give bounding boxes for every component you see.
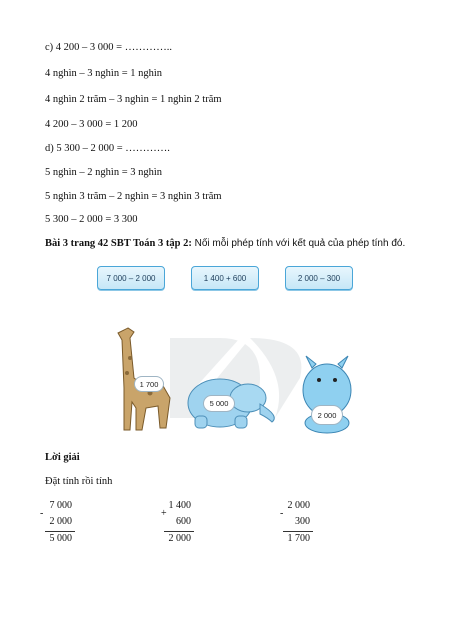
expression-card-2[interactable]: 1 400 + 600 — [191, 266, 259, 290]
calc-1-bottom: 2 000 — [49, 516, 72, 527]
part-c-step2: 4 nghìn 2 trăm – 3 nghìn = 1 nghìn 2 trăm — [45, 94, 222, 105]
part-c-result: 4 200 – 3 000 = 1 200 — [45, 119, 138, 130]
calc-1-operator: - — [40, 508, 44, 519]
calc-3-rule — [283, 531, 313, 532]
expression-card-1[interactable]: 7 000 – 2 000 — [97, 266, 165, 290]
part-d-step2: 5 nghìn 3 trăm – 2 nghìn = 3 nghìn 3 trăm — [45, 191, 222, 202]
calc-1-rule — [45, 531, 75, 532]
part-d-heading: d) 5 300 – 2 000 = …………. — [45, 143, 170, 154]
solution-subtitle: Đặt tính rồi tính — [45, 476, 113, 487]
part-c-step1: 4 nghìn – 3 nghìn = 1 nghìn — [45, 68, 163, 79]
elephant-number-tag[interactable]: 5 000 — [203, 395, 235, 412]
calc-2-bottom: 600 — [176, 516, 191, 527]
exercise-title: Bài 3 trang 42 SBT Toán 3 tập 2: — [45, 238, 192, 249]
exercise-heading — [45, 238, 405, 249]
calc-1-top: 7 000 — [49, 500, 72, 511]
calc-2-operator: + — [161, 508, 167, 519]
part-c-heading: c) 4 200 – 3 000 = ………….. — [45, 42, 172, 53]
rhino-number-tag[interactable]: 2 000 — [311, 405, 343, 425]
expression-card-3[interactable]: 2 000 – 300 — [285, 266, 353, 290]
calc-1-result: 5 000 — [49, 533, 72, 544]
calc-2-top: 1 400 — [168, 500, 191, 511]
calc-2-result: 2 000 — [168, 533, 191, 544]
part-d-step1: 5 nghìn – 2 nghìn = 3 nghìn — [45, 167, 163, 178]
giraffe-number-tag[interactable]: 1 700 — [134, 376, 164, 392]
calc-3-operator: - — [280, 508, 284, 519]
calc-3-bottom: 300 — [295, 516, 310, 527]
part-d-result: 5 300 – 2 000 = 3 300 — [45, 214, 138, 225]
exercise-instruction: Nối mỗi phép tính với kết quả của phép tính đó. — [191, 238, 406, 249]
calc-3-result: 1 700 — [287, 533, 310, 544]
calc-2-rule — [164, 531, 194, 532]
calc-3-top: 2 000 — [287, 500, 310, 511]
solution-title: Lời giải — [45, 452, 80, 463]
